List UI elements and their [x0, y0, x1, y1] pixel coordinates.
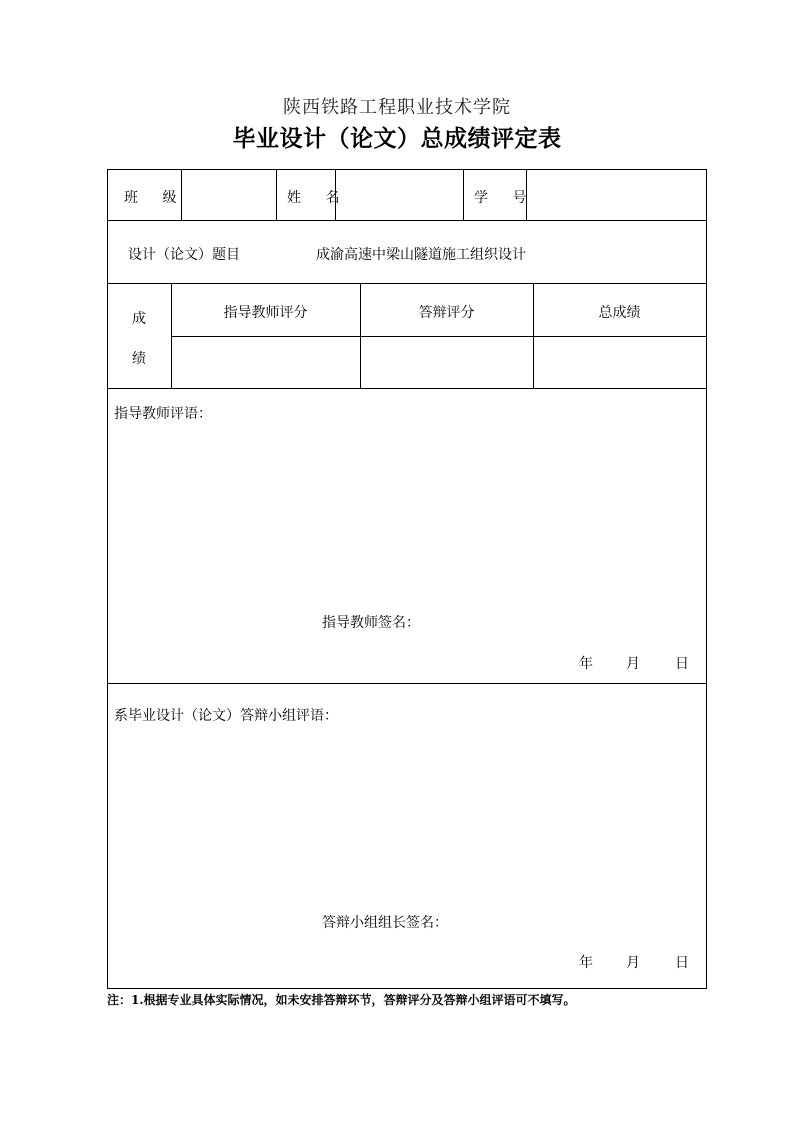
row-divider: [108, 220, 706, 221]
advisor-score-header: 指导教师评分: [223, 305, 308, 321]
advisor-comment-label: 指导教师评语：: [114, 406, 212, 422]
defense-signature-label: 答辩小组组长签名：: [322, 915, 448, 931]
defense-date-year: 年: [579, 955, 593, 971]
advisor-date-month: 月: [626, 656, 640, 672]
col-divider: [463, 170, 464, 220]
advisor-date-day: 日: [675, 656, 689, 672]
row-divider: [171, 336, 706, 337]
col-divider: [533, 283, 534, 388]
defense-date-month: 月: [626, 955, 640, 971]
class-label: 班 级: [124, 190, 187, 206]
student-id-label: 学 号: [474, 190, 537, 206]
defense-comment-label: 系毕业设计（论文）答辩小组评语：: [114, 708, 338, 724]
topic-value[interactable]: 成渝高速中梁山隧道施工组织设计: [316, 247, 526, 263]
advisor-signature-label: 指导教师签名：: [322, 615, 420, 631]
score-label-top: 成: [132, 311, 146, 327]
col-divider: [171, 283, 172, 388]
col-divider: [360, 283, 361, 388]
footnote: 注：1.根据专业具体实际情况，如未安排答辩环节，答辩评分及答辩小组评语可不填写。: [107, 993, 576, 1007]
topic-label: 设计（论文）题目: [128, 247, 240, 263]
defense-date-day: 日: [675, 955, 689, 971]
score-label-bottom: 绩: [132, 351, 146, 367]
total-score-header: 总成绩: [598, 305, 641, 321]
defense-score-header: 答辩评分: [418, 305, 475, 321]
row-divider: [108, 388, 706, 389]
school-name: 陕西铁路工程职业技术学院: [283, 97, 511, 118]
grade-form-table: [107, 169, 707, 989]
name-label: 姓 名: [287, 190, 350, 206]
form-title: 毕业设计（论文）总成绩评定表: [232, 126, 562, 152]
row-divider: [108, 283, 706, 284]
advisor-date-year: 年: [579, 656, 593, 672]
col-divider: [276, 170, 277, 220]
row-divider: [108, 683, 706, 684]
